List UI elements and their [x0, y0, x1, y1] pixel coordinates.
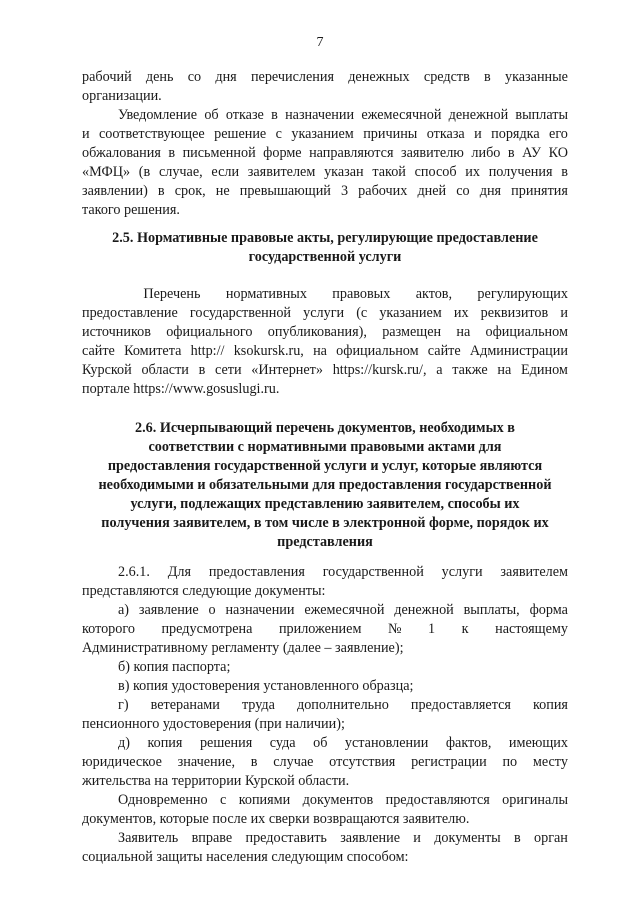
word: также	[452, 362, 488, 378]
text-line: такого решения.	[82, 202, 180, 218]
list-item: в) копия удостоверения установленного образца;	[118, 678, 414, 694]
list-item	[118, 601, 568, 620]
word: Перечень	[143, 286, 201, 302]
word: денежной	[448, 107, 509, 123]
word: по	[502, 754, 518, 770]
page-number: 7	[316, 35, 324, 50]
word: в	[271, 107, 278, 123]
text-line: организации.	[82, 88, 162, 104]
text-line	[118, 285, 568, 304]
text-line	[82, 182, 568, 201]
word: 1	[428, 621, 436, 637]
section-heading-2-6: предоставления государственной услуги и услуг, которые являются	[107, 458, 543, 474]
word: указан	[324, 164, 364, 180]
word: предусмотрена	[161, 621, 253, 637]
word: причины	[363, 126, 418, 142]
text-line	[82, 304, 568, 323]
word: обжалования	[82, 145, 161, 161]
word: месту	[532, 754, 568, 770]
word: такой	[372, 164, 406, 180]
word: на	[456, 324, 471, 340]
word: сети	[215, 362, 242, 378]
text-line: социальной защиты населения следующим способом:	[82, 849, 409, 865]
text-line	[118, 791, 568, 810]
word: суда	[269, 735, 296, 751]
word: денежных	[348, 69, 410, 85]
word: с	[275, 126, 282, 142]
word: юридическое	[82, 754, 162, 770]
word: предоставляются	[385, 792, 490, 808]
word: выплаты	[515, 107, 568, 123]
word: заявление	[340, 830, 400, 846]
word: принятия	[511, 183, 568, 199]
word: назначении	[285, 107, 355, 123]
word: значение,	[177, 754, 236, 770]
text-line	[82, 753, 568, 772]
word: актов,	[415, 286, 453, 302]
word: труда	[241, 697, 275, 713]
word: с	[220, 792, 227, 808]
word: государственной	[322, 564, 424, 580]
word: Администрации	[469, 343, 568, 359]
word: в	[157, 183, 165, 199]
word: области	[141, 362, 189, 378]
word: в	[168, 145, 176, 161]
section-heading-2-6: необходимыми и обязательными для предоставления государственной	[98, 477, 552, 493]
word: в	[250, 754, 258, 770]
word: на	[497, 362, 512, 378]
word: перечисления	[250, 69, 334, 85]
word: копия	[532, 697, 568, 713]
text-line	[82, 125, 568, 144]
text-line	[82, 323, 568, 342]
word: и	[560, 305, 568, 321]
word: средств	[423, 69, 470, 85]
word: отказа	[426, 126, 465, 142]
word: нормативных	[225, 286, 307, 302]
list-item	[118, 696, 568, 715]
text-line: представляются следующие документы:	[82, 583, 326, 599]
text-line	[82, 144, 568, 163]
word: (в	[138, 164, 151, 180]
word: орган	[534, 830, 568, 846]
word: Заявитель	[118, 830, 179, 846]
word: заявителем	[247, 164, 316, 180]
word: срок,	[174, 183, 206, 199]
word: ветеранами	[150, 697, 220, 713]
word: правовых	[332, 286, 391, 302]
word: копиями	[238, 792, 291, 808]
word: о	[208, 602, 216, 618]
word: имеющих	[508, 735, 568, 751]
word: установлении	[344, 735, 429, 751]
word: предоставление	[82, 305, 178, 321]
word: дня	[479, 183, 502, 199]
word: которого	[82, 621, 135, 637]
word: Уведомление	[118, 107, 198, 123]
text-line	[82, 163, 568, 182]
word: форме	[263, 145, 302, 161]
text-line	[82, 68, 568, 87]
word: назначении	[225, 602, 295, 618]
word: оригиналы	[502, 792, 568, 808]
word: сайте	[82, 343, 115, 359]
word: либо	[471, 145, 501, 161]
text-line	[82, 342, 568, 361]
word: №	[387, 621, 402, 637]
word: заявителем	[500, 564, 568, 580]
text-line	[118, 563, 568, 582]
word: решение	[214, 126, 267, 142]
word: со	[456, 183, 470, 199]
word: денежной	[394, 602, 454, 618]
word: размещен	[382, 324, 442, 340]
word: ksokursk.ru,	[233, 343, 304, 359]
word: на	[313, 343, 327, 359]
word: копия	[147, 735, 183, 751]
word: превышающий	[239, 183, 331, 199]
word: к	[461, 621, 469, 637]
word: а	[436, 362, 443, 378]
word: если	[211, 164, 240, 180]
word: указанные	[504, 69, 568, 85]
word: сайте	[427, 343, 461, 359]
word: в	[514, 830, 521, 846]
word: КО	[548, 145, 568, 161]
word: официальном	[485, 324, 568, 340]
word: услуги	[441, 564, 483, 580]
section-heading-2-6: соответствии с нормативными правовыми актами для	[148, 439, 502, 455]
text-line: Административному регламенту (далее – заявление);	[82, 640, 404, 656]
word: Курской	[82, 362, 132, 378]
text-line: пенсионного удостоверения (при наличии);	[82, 716, 345, 732]
word: дня	[215, 69, 237, 85]
word: дополнительно	[297, 697, 389, 713]
text-line: портале https://www.gosuslugi.ru.	[82, 381, 280, 397]
word: официальном	[336, 343, 419, 359]
text-line	[82, 620, 568, 639]
word: д)	[118, 735, 130, 751]
word: опубликования),	[267, 324, 367, 340]
word: официального	[166, 324, 253, 340]
word: «МФЦ»	[82, 164, 131, 180]
word: решения	[199, 735, 253, 751]
word: в	[507, 145, 515, 161]
word: Для	[167, 564, 192, 580]
word: регистрации	[411, 754, 487, 770]
word: настоящему	[495, 621, 568, 637]
section-heading-2-6: получения заявителем, в том числе в электронной форме, порядок их	[101, 515, 549, 531]
word: государственной	[189, 305, 292, 321]
text-line	[82, 361, 568, 380]
word: и	[474, 126, 482, 142]
text-line	[118, 829, 568, 848]
word: в	[198, 362, 206, 378]
word: способ	[414, 164, 457, 180]
word: ежемесячной	[361, 107, 442, 123]
section-heading-2-6: 2.6. Исчерпывающий перечень документов, необходимых в	[135, 420, 515, 436]
word: г)	[118, 697, 129, 713]
word: «Интернет»	[251, 362, 323, 378]
word: фактов,	[445, 735, 492, 751]
word: Едином	[521, 362, 568, 378]
word: выплаты,	[463, 602, 520, 618]
word: указанием	[379, 305, 442, 321]
word: рабочих	[358, 183, 408, 199]
word: предоставляется	[410, 697, 511, 713]
word: форма	[529, 602, 568, 618]
word: реквизитов	[480, 305, 549, 321]
section-heading-2-6: представления	[277, 534, 373, 550]
word: случае,	[158, 164, 203, 180]
word: вправе	[191, 830, 233, 846]
word: об	[204, 107, 219, 123]
word: Одновременно	[118, 792, 208, 808]
word: документов	[302, 792, 374, 808]
word: (с	[356, 305, 368, 321]
word: не	[215, 183, 230, 199]
word: https://kursk.ru/,	[332, 362, 427, 378]
word: их	[465, 164, 480, 180]
list-item: б) копия паспорта;	[118, 659, 231, 675]
word: документы	[434, 830, 501, 846]
word: отсутствия	[329, 754, 396, 770]
word: заявителю	[401, 145, 464, 161]
word: и	[413, 830, 421, 846]
word: дней	[417, 183, 447, 199]
text-line	[118, 106, 568, 125]
list-item	[118, 734, 568, 753]
word: рабочий	[82, 69, 132, 85]
text-line: жительства на территории Курской области.	[82, 773, 350, 789]
word: приложением	[278, 621, 362, 637]
word: получения	[488, 164, 553, 180]
word: письменной	[182, 145, 256, 161]
word: в	[561, 164, 568, 180]
word: Комитета	[124, 343, 182, 359]
word: порядка	[491, 126, 540, 142]
word: со	[187, 69, 202, 85]
word: его	[549, 126, 568, 142]
word: предоставления	[208, 564, 305, 580]
word: отказе	[225, 107, 264, 123]
word: направляются	[309, 145, 394, 161]
section-heading-2-5: государственной услуги	[248, 249, 402, 265]
word: заявлении)	[82, 183, 148, 199]
section-heading-2-5: 2.5. Нормативные правовые акты, регулирующие предоставление	[112, 230, 538, 246]
word: в	[484, 69, 491, 85]
text-line: документов, которые после их сверки возвращаются заявителю.	[82, 811, 470, 827]
word: заявление	[138, 602, 199, 618]
word: 2.6.1.	[118, 564, 150, 580]
word: их	[453, 305, 469, 321]
word: соответствующее	[99, 126, 205, 142]
word: источников	[82, 324, 151, 340]
word: услуги	[303, 305, 345, 321]
word: случае	[273, 754, 314, 770]
word: а)	[118, 602, 130, 618]
section-heading-2-6: услуги, подлежащих представлению заявителем, способы их	[130, 496, 520, 512]
word: ежемесячной	[304, 602, 385, 618]
word: и	[82, 126, 90, 142]
word: АУ	[522, 145, 542, 161]
word: указанием	[291, 126, 354, 142]
word: 3	[340, 183, 349, 199]
word: регулирующих	[477, 286, 568, 302]
word: http://	[190, 343, 225, 359]
word: день	[145, 69, 174, 85]
word: об	[313, 735, 328, 751]
word: предоставить	[245, 830, 327, 846]
